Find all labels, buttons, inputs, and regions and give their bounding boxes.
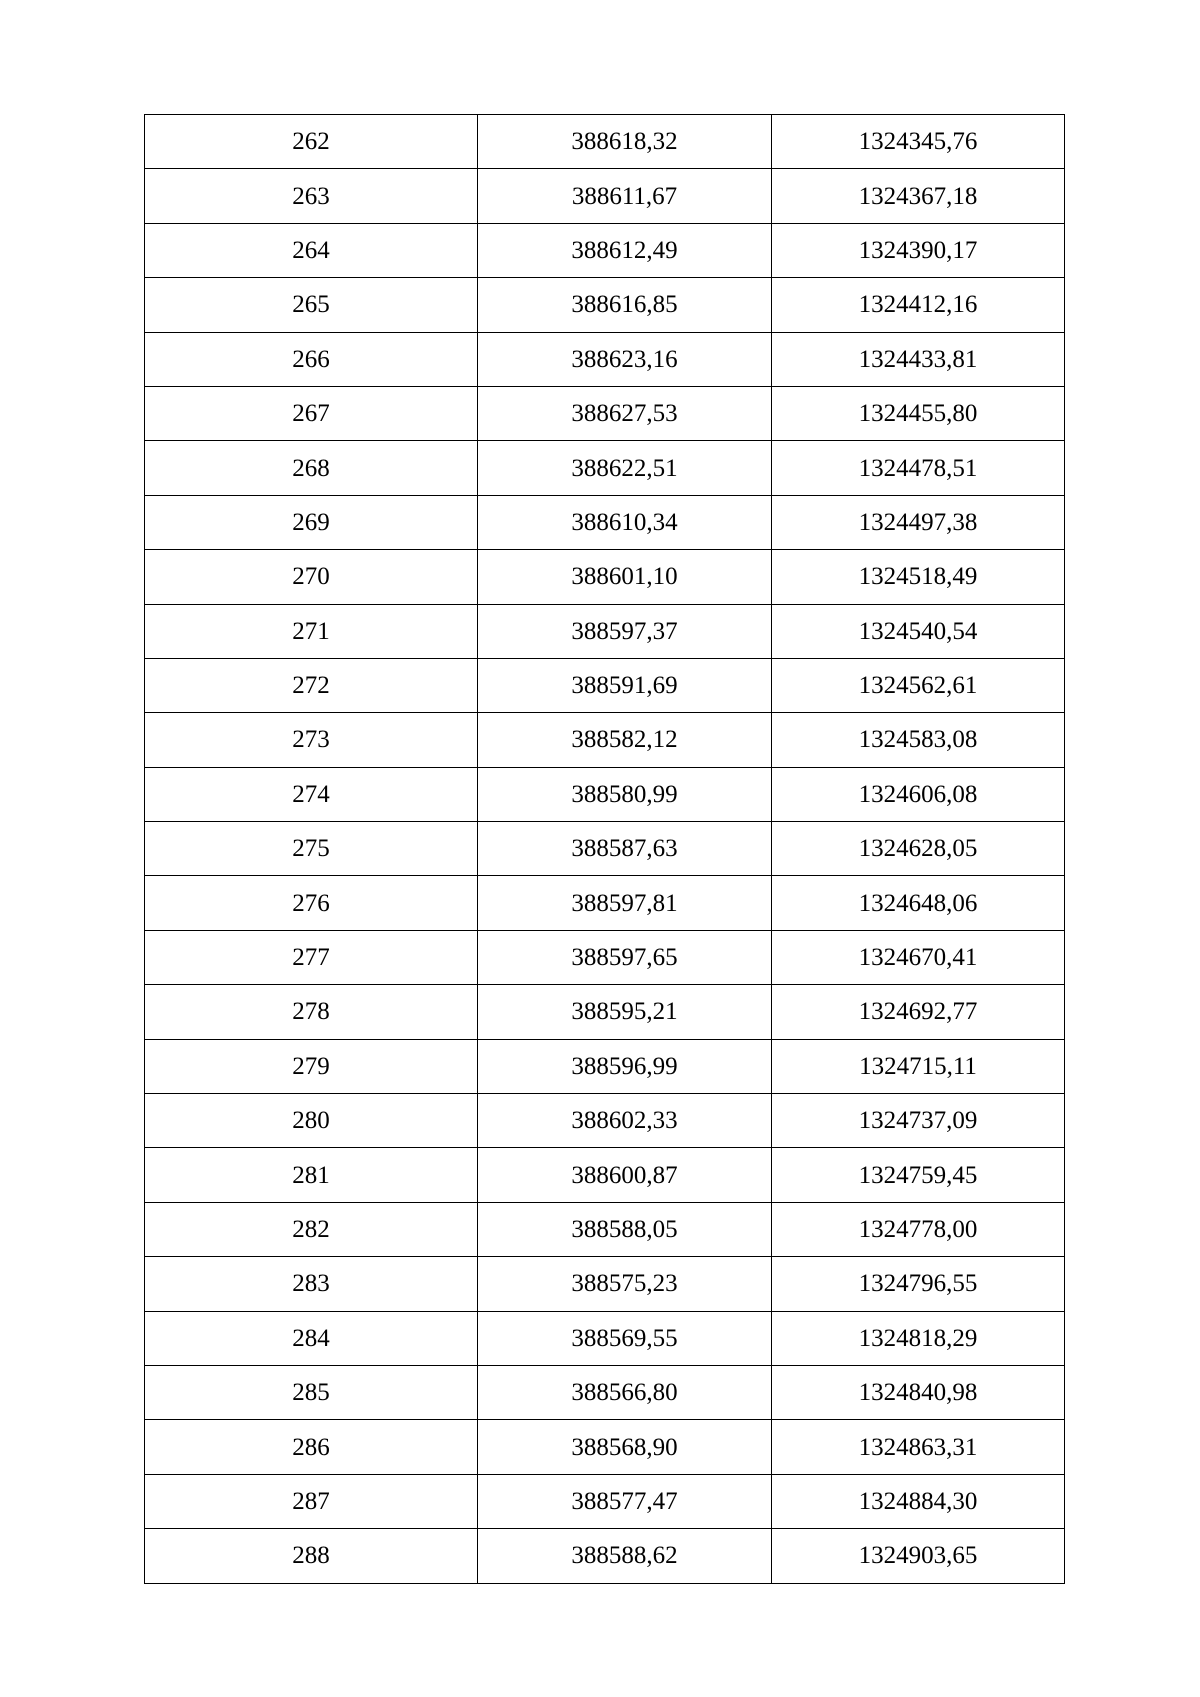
table-row: [145, 1311, 1065, 1365]
y-coordinate-cell: 1324433,81: [772, 332, 1065, 386]
table-row: [145, 386, 1065, 440]
y-coordinate-cell: 1324818,29: [772, 1311, 1065, 1365]
point-number-cell: 288: [145, 1529, 478, 1583]
table-row: [145, 1529, 1065, 1583]
x-coordinate-cell: 388587,63: [478, 822, 772, 876]
point-number-cell: 268: [145, 441, 478, 495]
x-coordinate-cell: 388595,21: [478, 985, 772, 1039]
x-coordinate-cell: 388597,81: [478, 876, 772, 930]
y-coordinate-cell: 1324759,45: [772, 1148, 1065, 1202]
y-coordinate-cell: 1324540,54: [772, 604, 1065, 658]
point-number-cell: 281: [145, 1148, 478, 1202]
x-coordinate-cell: 388600,87: [478, 1148, 772, 1202]
table-row: [145, 1365, 1065, 1419]
table-row: [145, 1474, 1065, 1528]
x-coordinate-cell: 388588,05: [478, 1202, 772, 1256]
x-coordinate-cell: 388596,99: [478, 1039, 772, 1093]
x-coordinate-cell: 388623,16: [478, 332, 772, 386]
table-row: [145, 985, 1065, 1039]
coordinates-table: [144, 114, 1065, 1584]
x-coordinate-cell: 388591,69: [478, 658, 772, 712]
y-coordinate-cell: 1324737,09: [772, 1094, 1065, 1148]
table-row: [145, 658, 1065, 712]
x-coordinate-cell: 388618,32: [478, 115, 772, 169]
y-coordinate-cell: 1324648,06: [772, 876, 1065, 930]
table-row: [145, 713, 1065, 767]
table-row: [145, 822, 1065, 876]
y-coordinate-cell: 1324903,65: [772, 1529, 1065, 1583]
table-row: [145, 767, 1065, 821]
y-coordinate-cell: 1324390,17: [772, 223, 1065, 277]
y-coordinate-cell: 1324478,51: [772, 441, 1065, 495]
y-coordinate-cell: 1324562,61: [772, 658, 1065, 712]
x-coordinate-cell: 388616,85: [478, 278, 772, 332]
table-row: [145, 1039, 1065, 1093]
y-coordinate-cell: 1324884,30: [772, 1474, 1065, 1528]
coordinates-table-body: [145, 115, 1065, 1584]
y-coordinate-cell: 1324692,77: [772, 985, 1065, 1039]
table-row: [145, 1148, 1065, 1202]
table-row: [145, 223, 1065, 277]
x-coordinate-cell: 388568,90: [478, 1420, 772, 1474]
y-coordinate-cell: 1324497,38: [772, 495, 1065, 549]
table-row: [145, 876, 1065, 930]
y-coordinate-cell: 1324840,98: [772, 1365, 1065, 1419]
point-number-cell: 270: [145, 550, 478, 604]
point-number-cell: 269: [145, 495, 478, 549]
x-coordinate-cell: 388575,23: [478, 1257, 772, 1311]
point-number-cell: 267: [145, 386, 478, 440]
y-coordinate-cell: 1324628,05: [772, 822, 1065, 876]
point-number-cell: 275: [145, 822, 478, 876]
table-row: [145, 1094, 1065, 1148]
point-number-cell: 278: [145, 985, 478, 1039]
point-number-cell: 276: [145, 876, 478, 930]
point-number-cell: 266: [145, 332, 478, 386]
table-row: [145, 115, 1065, 169]
point-number-cell: 264: [145, 223, 478, 277]
y-coordinate-cell: 1324345,76: [772, 115, 1065, 169]
point-number-cell: 286: [145, 1420, 478, 1474]
point-number-cell: 272: [145, 658, 478, 712]
y-coordinate-cell: 1324583,08: [772, 713, 1065, 767]
x-coordinate-cell: 388611,67: [478, 169, 772, 223]
y-coordinate-cell: 1324863,31: [772, 1420, 1065, 1474]
point-number-cell: 274: [145, 767, 478, 821]
point-number-cell: 279: [145, 1039, 478, 1093]
table-row: [145, 278, 1065, 332]
point-number-cell: 282: [145, 1202, 478, 1256]
x-coordinate-cell: 388580,99: [478, 767, 772, 821]
point-number-cell: 265: [145, 278, 478, 332]
table-row: [145, 1202, 1065, 1256]
point-number-cell: 263: [145, 169, 478, 223]
y-coordinate-cell: 1324367,18: [772, 169, 1065, 223]
x-coordinate-cell: 388569,55: [478, 1311, 772, 1365]
x-coordinate-cell: 388597,37: [478, 604, 772, 658]
point-number-cell: 262: [145, 115, 478, 169]
table-row: [145, 1420, 1065, 1474]
y-coordinate-cell: 1324455,80: [772, 386, 1065, 440]
x-coordinate-cell: 388577,47: [478, 1474, 772, 1528]
x-coordinate-cell: 388601,10: [478, 550, 772, 604]
x-coordinate-cell: 388610,34: [478, 495, 772, 549]
x-coordinate-cell: 388612,49: [478, 223, 772, 277]
x-coordinate-cell: 388597,65: [478, 930, 772, 984]
table-row: [145, 441, 1065, 495]
point-number-cell: 283: [145, 1257, 478, 1311]
y-coordinate-cell: 1324670,41: [772, 930, 1065, 984]
table-row: [145, 604, 1065, 658]
x-coordinate-cell: 388566,80: [478, 1365, 772, 1419]
x-coordinate-cell: 388582,12: [478, 713, 772, 767]
table-row: [145, 495, 1065, 549]
point-number-cell: 273: [145, 713, 478, 767]
y-coordinate-cell: 1324606,08: [772, 767, 1065, 821]
point-number-cell: 285: [145, 1365, 478, 1419]
table-row: [145, 169, 1065, 223]
point-number-cell: 277: [145, 930, 478, 984]
x-coordinate-cell: 388627,53: [478, 386, 772, 440]
table-row: [145, 332, 1065, 386]
point-number-cell: 284: [145, 1311, 478, 1365]
y-coordinate-cell: 1324715,11: [772, 1039, 1065, 1093]
y-coordinate-cell: 1324778,00: [772, 1202, 1065, 1256]
x-coordinate-cell: 388588,62: [478, 1529, 772, 1583]
point-number-cell: 280: [145, 1094, 478, 1148]
x-coordinate-cell: 388602,33: [478, 1094, 772, 1148]
table-row: [145, 550, 1065, 604]
y-coordinate-cell: 1324518,49: [772, 550, 1065, 604]
x-coordinate-cell: 388622,51: [478, 441, 772, 495]
point-number-cell: 287: [145, 1474, 478, 1528]
table-row: [145, 1257, 1065, 1311]
table-row: [145, 930, 1065, 984]
y-coordinate-cell: 1324796,55: [772, 1257, 1065, 1311]
point-number-cell: 271: [145, 604, 478, 658]
y-coordinate-cell: 1324412,16: [772, 278, 1065, 332]
